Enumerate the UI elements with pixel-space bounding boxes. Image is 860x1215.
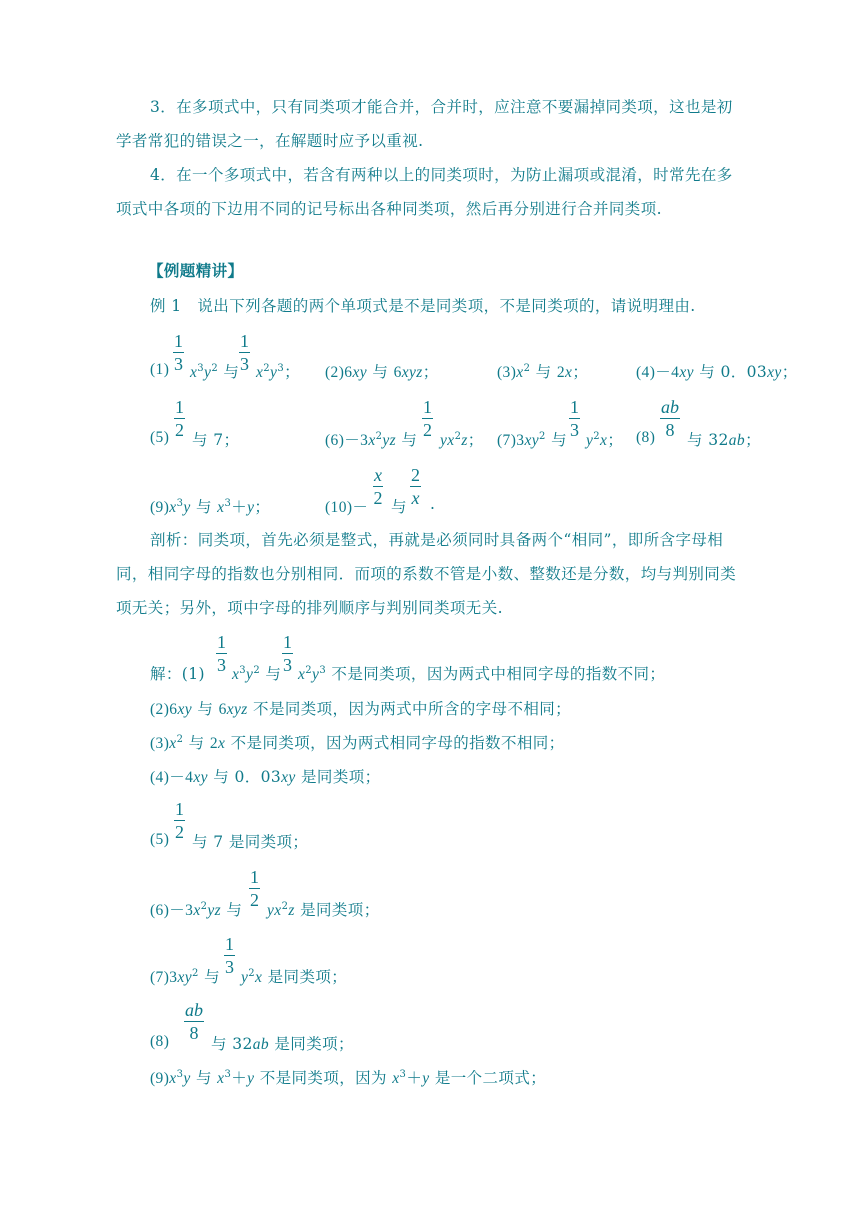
note-3-line-1: 3．在多项式中，只有同类项才能合并，合并时，应注意不要漏掉同类项，这也是初 — [150, 98, 733, 116]
solution-3: $(3)x^2$ 与 2x 不是同类项，因为两式相同字母的指数不相同； — [150, 734, 565, 752]
section-heading: 【例题精讲】 — [148, 261, 244, 280]
fraction-one-third: 1 3 — [225, 934, 234, 977]
solution-6: $(6)-3x^2yz$ 与 — [150, 901, 243, 919]
example-intro: 例 1 说出下列各题的两个单项式是不是同类项，不是同类项的，请说明理由. — [150, 297, 696, 315]
item-10-end: . — [430, 495, 436, 513]
solution-prefix: 解：(1) — [150, 665, 205, 683]
note-4-line-1: 4．在一个多项式中，若含有两种以上的同类项时，为防止漏项或混淆，时常先在多 — [150, 166, 733, 184]
fraction-x-over-2: x 2 — [373, 465, 383, 508]
solution-6-rest: $yx^2z$ 是同类项； — [267, 901, 380, 919]
fraction-one-half: 1 2 — [250, 867, 259, 910]
fraction-one-half: 1 2 — [175, 799, 184, 842]
item-4: (4)－4xy 与 0．03xy； — [636, 363, 798, 381]
fraction-ab-over-8: ab 8 — [661, 397, 679, 440]
item-10: (10)－ — [325, 499, 369, 516]
solution-8: (8) — [150, 1033, 170, 1050]
item-9: $(9)x^3y$ 与 $x^3+y$； — [150, 498, 271, 516]
item-1-terms: $x^3y^2$ 与 — [190, 363, 240, 381]
fraction-2-over-x: 2 x — [411, 465, 420, 508]
item-3: $(3)x^2$ 与 2x； — [497, 363, 589, 381]
fraction-one-half: 1 2 — [175, 397, 184, 440]
item-2: (2)6xy 与 6xyz； — [325, 363, 439, 381]
analysis-line-2: 同，相同字母的指数也分别相同．而项的系数不管是小数、整数还是分数，均与判别同类 — [116, 565, 737, 583]
item-5: (5) — [150, 429, 170, 446]
fraction-ab-over-8: ab 8 — [185, 1000, 203, 1043]
note-4-line-2: 项式中各项的下边用不同的记号标出各种同类项，然后再分别进行合并同类项. — [116, 200, 662, 218]
fraction-one-half: 1 2 — [423, 397, 432, 440]
solution-9: $(9)x^3y$ 与 $x^3+y$ 不是同类项，因为 $x^3+y$ 是一个二项式； — [150, 1069, 547, 1087]
item-1-term-b: $x^2y^3$； — [256, 363, 300, 381]
item-1: (1) — [150, 361, 170, 378]
solution-7: $(7)3xy^2$ 与 — [150, 968, 220, 986]
solution-2: (2)6xy 与 6xyz 不是同类项，因为两式中所含的字母不相同； — [150, 700, 572, 718]
item-6-term-b: $yx^2z$； — [440, 431, 484, 449]
solution-5-rest: 与 7 是同类项； — [192, 833, 309, 851]
fraction-one-third: 1 3 — [240, 331, 249, 374]
note-3-line-2: 学者常犯的错误之一，在解题时应予以重视. — [116, 132, 424, 150]
fraction-one-third: 1 3 — [283, 632, 292, 675]
item-10-yu: 与 — [391, 498, 407, 516]
solution-5: (5) — [150, 831, 170, 848]
item-8: (8) — [636, 429, 656, 446]
item-7-term-b: $y^2x$； — [586, 431, 624, 449]
solution-1-rest: $x^2y^3$ 不是同类项，因为两式中相同字母的指数不同； — [298, 665, 666, 683]
analysis-line-3: 项无关；另外，项中字母的排列顺序与判别同类项无关. — [116, 599, 503, 617]
item-7: $(7)3xy^2$ 与 — [497, 431, 567, 449]
solution-8-rest: 与 32ab 是同类项； — [211, 1035, 354, 1053]
fraction-one-third: 1 3 — [174, 331, 183, 374]
item-6: $(6)-3x^2yz$ 与 — [325, 431, 418, 449]
item-5-rest: 与 7； — [192, 431, 240, 449]
item-8-rest: 与 32ab； — [687, 431, 761, 449]
fraction-one-third: 1 3 — [570, 397, 579, 440]
solution-7-rest: $y^2x$ 是同类项； — [241, 968, 348, 986]
solution-1-term-a: $x^3y^2$ 与 — [232, 665, 282, 683]
fraction-one-third: 1 3 — [217, 632, 226, 675]
solution-4: (4)－4xy 与 0．03xy 是同类项； — [150, 768, 381, 786]
analysis-line-1: 剖析：同类项，首先必须是整式，再就是必须同时具备两个“相同”，即所含字母相 — [150, 531, 724, 549]
